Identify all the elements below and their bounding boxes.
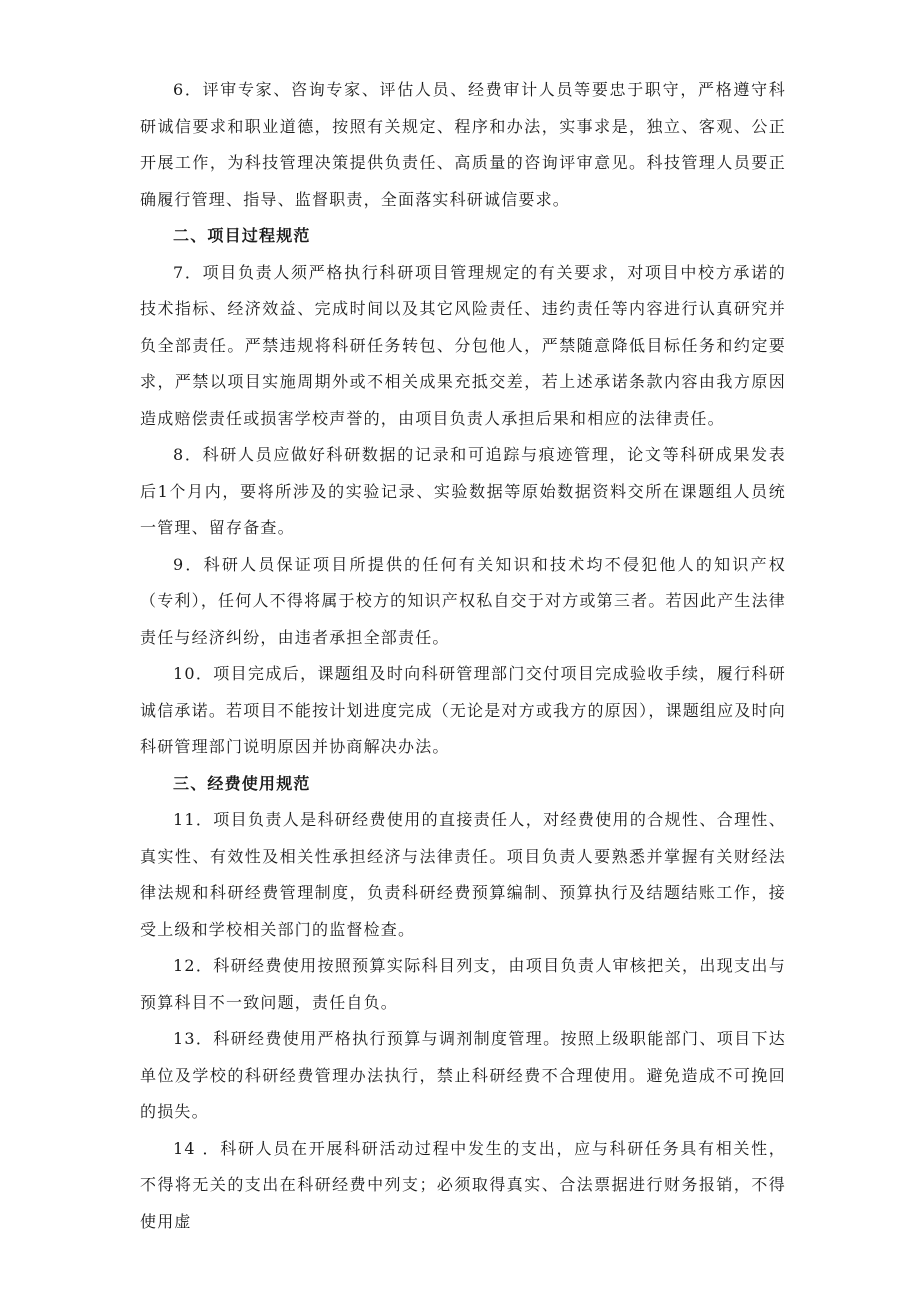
document-page bbox=[140, 72, 786, 1240]
paragraph-9: 9．科研人员保证项目所提供的任何有关知识和技术均不侵犯他人的知识产权（专利），任何人不得将属于校方的知识产权私自交于对方或第三者。若因此产生法律责任与经济纠纷，由违者承担全部责任。 bbox=[140, 554, 786, 647]
paragraph-12: 12．科研经费使用按照预算实际科目列支，由项目负责人审核把关，出现支出与预算科目不一致问题，责任自负。 bbox=[140, 956, 786, 1012]
paragraph-11: 11．项目负责人是科研经费使用的直接责任人，对经费使用的合规性、合理性、真实性、有效性及相关性承担经济与法律责任。项目负责人要熟悉并掌握有关财经法律法规和科研经费管理制度，负责科研经费预算编制、预算执行及结题结账工作，接受上级和学校相关部门的监督检查。 bbox=[140, 810, 786, 939]
paragraph-13: 13．科研经费使用严格执行预算与调剂制度管理。按照上级职能部门、项目下达单位及学校的科研经费管理办法执行，禁止科研经费不合理使用。避免造成不可挽回的损失。 bbox=[140, 1029, 786, 1121]
paragraph-14: 14 ．科研人员在开展科研活动过程中发生的支出，应与科研任务具有相关性，不得将无关的支出在科研经费中列支；必须取得真实、合法票据进行财务报销，不得使用虚 bbox=[140, 1138, 786, 1231]
paragraph-6: 6．评审专家、咨询专家、评估人员、经费审计人员等要忠于职守，严格遵守科研诚信要求和职业道德，按照有关规定、程序和办法，实事求是，独立、客观、公正开展工作，为科技管理决策提供负责任、高质量的咨询评审意见。科技管理人员要正确履行管理、指导、监督职责，全面落实科研诚信要求。 bbox=[140, 80, 786, 209]
paragraph-7: 7．项目负责人须严格执行科研项目管理规定的有关要求，对项目中校方承诺的技术指标、经济效益、完成时间以及其它风险责任、违约责任等内容进行认真研究并负全部责任。严禁违规将科研任务转包、分包他人，严禁随意降低目标任务和约定要求，严禁以项目实施周期外或不相关成果充抵交差，若上述承诺条款内容由我方原因造成赔偿责任或损害学校声誉的，由项目负责人承担后果和相应的法律责任。 bbox=[140, 262, 786, 428]
section-heading-2: 二、项目过程规范 bbox=[173, 226, 311, 245]
paragraph-8: 8．科研人员应做好科研数据的记录和可追踪与痕迹管理，论文等科研成果发表后1个月内，要将所涉及的实验记录、实验数据等原始数据资料交所在课题组人员统一管理、留存备查。 bbox=[140, 445, 786, 537]
paragraph-10: 10．项目完成后，课题组及时向科研管理部门交付项目完成验收手续，履行科研诚信承诺。若项目不能按计划进度完成（无论是对方或我方的原因），课题组应及时向科研管理部门说明原因并协商解决办法。 bbox=[140, 664, 786, 756]
section-heading-3: 三、经费使用规范 bbox=[173, 773, 311, 793]
